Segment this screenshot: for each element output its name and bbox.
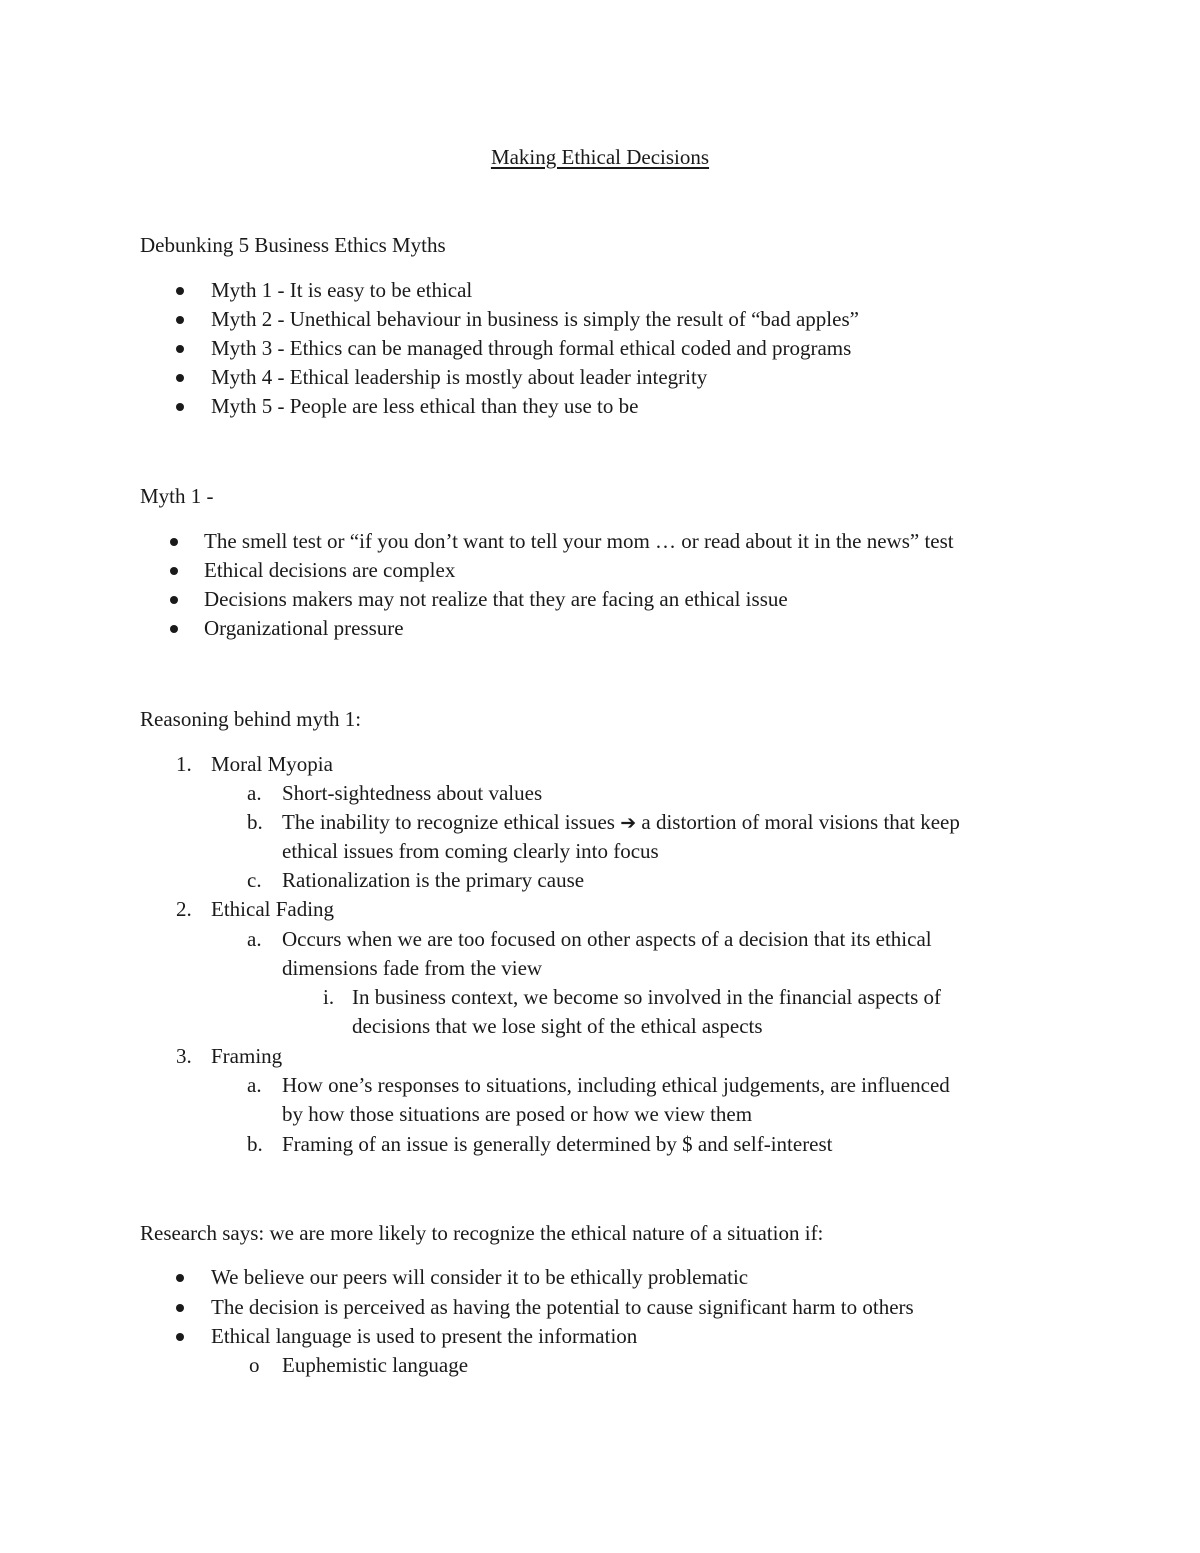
list-item: Framing [211, 1044, 283, 1068]
list-subitem: Short-sightedness about values [282, 781, 543, 805]
list-item: Ethical Fading [211, 897, 335, 921]
section-heading-reasoning: Reasoning behind myth 1: [140, 707, 362, 731]
list-letter: b. [247, 1132, 263, 1156]
bullet-icon [170, 625, 178, 633]
bullet-icon [176, 374, 184, 382]
bullet-icon [176, 316, 184, 324]
bullet-icon [170, 567, 178, 575]
bullet-icon [176, 345, 184, 353]
bullet-icon [176, 1333, 184, 1341]
page-title: Making Ethical Decisions [490, 145, 710, 169]
list-letter: b. [247, 810, 263, 834]
bullet-icon [176, 1304, 184, 1312]
list-number: 1. [176, 752, 192, 776]
list-item: Ethical decisions are complex [204, 558, 456, 582]
list-item: Myth 5 - People are less ethical than they use to be [211, 394, 639, 418]
list-number: 3. [176, 1044, 192, 1068]
arrow-right-icon: ➔ [620, 812, 637, 834]
list-item: The smell test or “if you don’t want to tell your mom … or read about it in the news” test [204, 529, 954, 553]
list-letter: a. [247, 927, 262, 951]
list-subitem [282, 809, 960, 836]
list-subsubitem: In business context, we become so involved in the financial aspects of [352, 985, 942, 1009]
list-subitem-continuation: by how those situations are posed or how we view them [282, 1102, 753, 1126]
list-subitem: How one’s responses to situations, including ethical judgements, are influenced [282, 1073, 950, 1097]
list-letter: c. [247, 868, 262, 892]
list-subsubitem-continuation: decisions that we lose sight of the ethical aspects [352, 1014, 763, 1038]
list-number: 2. [176, 897, 192, 921]
section-heading-research: Research says: we are more likely to recognize the ethical nature of a situation if: [140, 1221, 824, 1245]
list-subitem: Rationalization is the primary cause [282, 868, 585, 892]
list-item: Moral Myopia [211, 752, 333, 776]
list-subitem-continuation: dimensions fade from the view [282, 956, 543, 980]
list-item: Myth 2 - Unethical behaviour in business is simply the result of “bad apples” [211, 307, 859, 331]
list-item: Ethical language is used to present the information [211, 1324, 638, 1348]
list-subitem: Framing of an issue is generally determined by $ and self-interest [282, 1132, 833, 1156]
list-item: We believe our peers will consider it to be ethically problematic [211, 1265, 749, 1289]
list-subitem: Occurs when we are too focused on other aspects of a decision that its ethical [282, 927, 932, 951]
bullet-icon [176, 403, 184, 411]
subitem-text-after-arrow: a distortion of moral visions that keep [641, 810, 960, 834]
bullet-icon [170, 596, 178, 604]
bullet-icon [176, 1274, 184, 1282]
hollow-bullet-icon: o [249, 1353, 260, 1377]
list-letter: a. [247, 1073, 262, 1097]
list-item: Myth 3 - Ethics can be managed through formal ethical coded and programs [211, 336, 852, 360]
list-roman: i. [323, 985, 335, 1009]
bullet-icon [170, 538, 178, 546]
bullet-icon [176, 287, 184, 295]
list-item: Myth 4 - Ethical leadership is mostly about leader integrity [211, 365, 708, 389]
subitem-text-before-arrow: The inability to recognize ethical issues [282, 810, 615, 834]
list-letter: a. [247, 781, 262, 805]
list-item: The decision is perceived as having the potential to cause significant harm to others [211, 1295, 914, 1319]
section-heading-myths: Debunking 5 Business Ethics Myths [140, 233, 446, 257]
list-item: Decisions makers may not realize that they are facing an ethical issue [204, 587, 788, 611]
list-subitem-continuation: ethical issues from coming clearly into focus [282, 839, 659, 863]
list-subitem: Euphemistic language [282, 1353, 469, 1377]
list-item: Organizational pressure [204, 616, 404, 640]
section-heading-myth1: Myth 1 - [140, 484, 214, 508]
list-item: Myth 1 - It is easy to be ethical [211, 278, 473, 302]
